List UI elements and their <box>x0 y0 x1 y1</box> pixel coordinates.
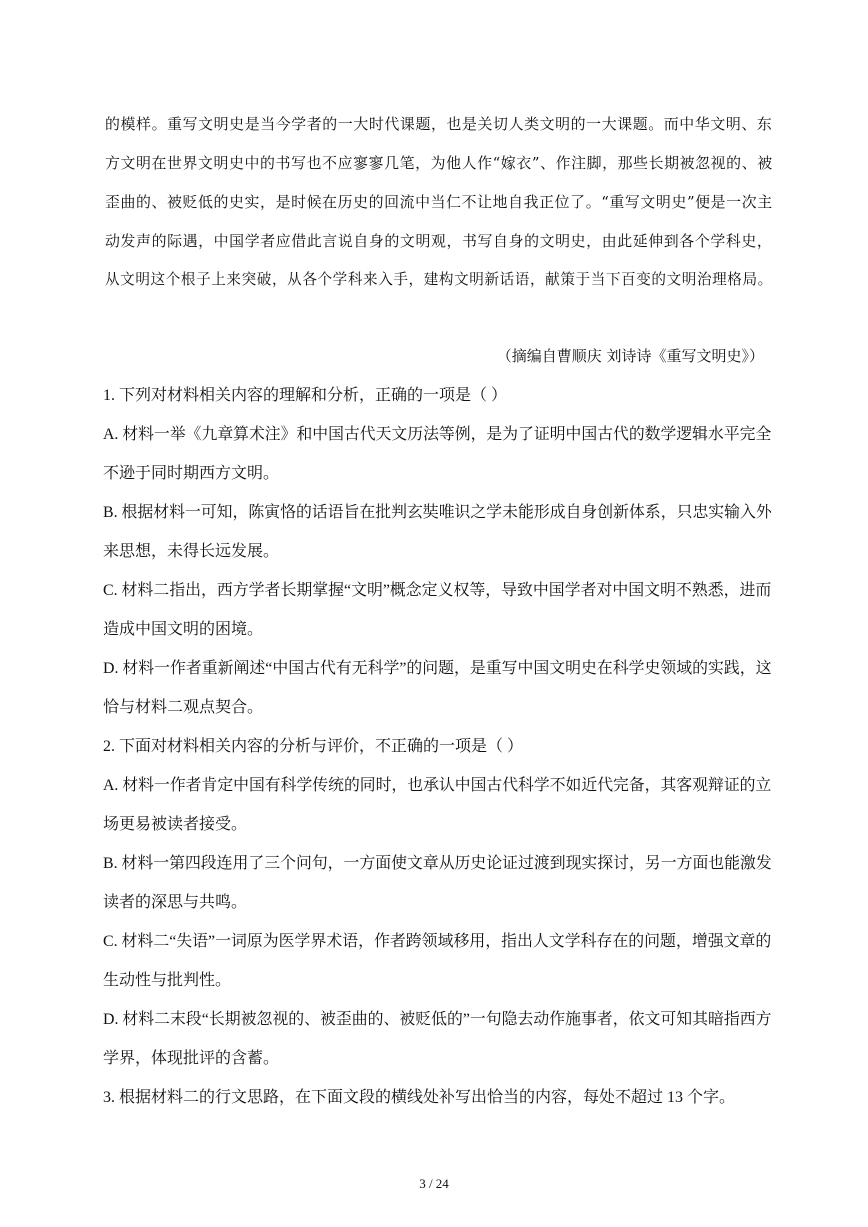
question-3-stem: 3. 根据材料二的行文思路，在下面文段的横线处补写出恰当的内容，每处不超过 13 个字。 <box>103 1089 736 1106</box>
question-1-option-b: B. 根据材料一可知，陈寅恪的话语旨在批判玄奘唯识之学未能形成自身创新体系，只忠实输入外 <box>103 504 772 521</box>
passage-source: （摘编自曹顺庆 刘诗诗《重写文明史》） <box>496 347 764 365</box>
question-1-option-c-cont: 造成中国文明的困境。 <box>103 621 264 638</box>
page-number: 3 / 24 <box>419 1176 449 1191</box>
question-2-stem: 2. 下面对材料相关内容的分析与评价，不正确的一项是（ ） <box>103 738 524 755</box>
question-2-option-b-cont: 读者的深思与共鸣。 <box>103 894 248 911</box>
question-1-option-a-cont: 不逊于同时期西方文明。 <box>103 465 280 482</box>
passage-line: 方文明在世界文明史中的书写也不应寥寥几笔，为他人作“嫁衣”、作注脚，那些长期被忽视的、被 <box>105 154 773 172</box>
question-2-option-a: A. 材料一作者肯定中国有科学传统的同时，也承认中国古代科学不如近代完备，其客观辩证的立 <box>103 777 772 794</box>
question-2-option-c-cont: 生动性与批判性。 <box>103 972 232 989</box>
question-2-option-b: B. 材料一第四段连用了三个问句，一方面使文章从历史论证过渡到现实探讨，另一方面也能激发 <box>103 855 772 872</box>
question-2-option-a-cont: 场更易被读者接受。 <box>103 816 248 833</box>
passage-line: 从文明这个根子上来突破，从各个学科来入手，建构文明新话语，献策于当下百变的文明治理格局。 <box>105 271 773 288</box>
question-1-option-d: D. 材料一作者重新阐述“中国古代有无科学”的问题，是重写中国文明史在科学史领域的实践，这 <box>103 660 772 677</box>
question-2-option-c: C. 材料二“失语”一词原为医学界术语，作者跨领域移用，指出人文学科存在的问题，增强文章的 <box>103 933 772 950</box>
passage-line: 动发声的际遇，中国学者应借此言说自身的文明观，书写自身的文明史，由此延伸到各个学科史， <box>105 232 773 250</box>
question-2-option-d: D. 材料二末段“长期被忽视的、被歪曲的、被贬低的”一句隐去动作施事者，依文可知其暗指西方 <box>103 1011 772 1028</box>
question-1-option-d-cont: 恰与材料二观点契合。 <box>103 699 264 716</box>
question-1-option-b-cont: 来思想，未得长远发展。 <box>103 543 280 560</box>
question-1-stem: 1. 下列对材料相关内容的理解和分析，正确的一项是（ ） <box>103 387 508 404</box>
question-2-option-d-cont: 学界，体现批评的含蓄。 <box>103 1050 280 1067</box>
passage-line: 歪曲的、被贬低的史实，是时候在历史的回流中当仁不让地自我正位了。“重写文明史”便是一次主 <box>105 193 773 211</box>
passage-line: 的模样。重写文明史是当今学者的一大时代课题，也是关切人类文明的一大课题。而中华文明、东 <box>105 115 773 133</box>
question-1-option-c: C. 材料二指出，西方学者长期掌握“文明”概念定义权等，导致中国学者对中国文明不熟悉，进而 <box>103 582 772 599</box>
question-1-option-a: A. 材料一举《九章算术注》和中国古代天文历法等例，是为了证明中国古代的数学逻辑水平完全 <box>103 426 772 443</box>
